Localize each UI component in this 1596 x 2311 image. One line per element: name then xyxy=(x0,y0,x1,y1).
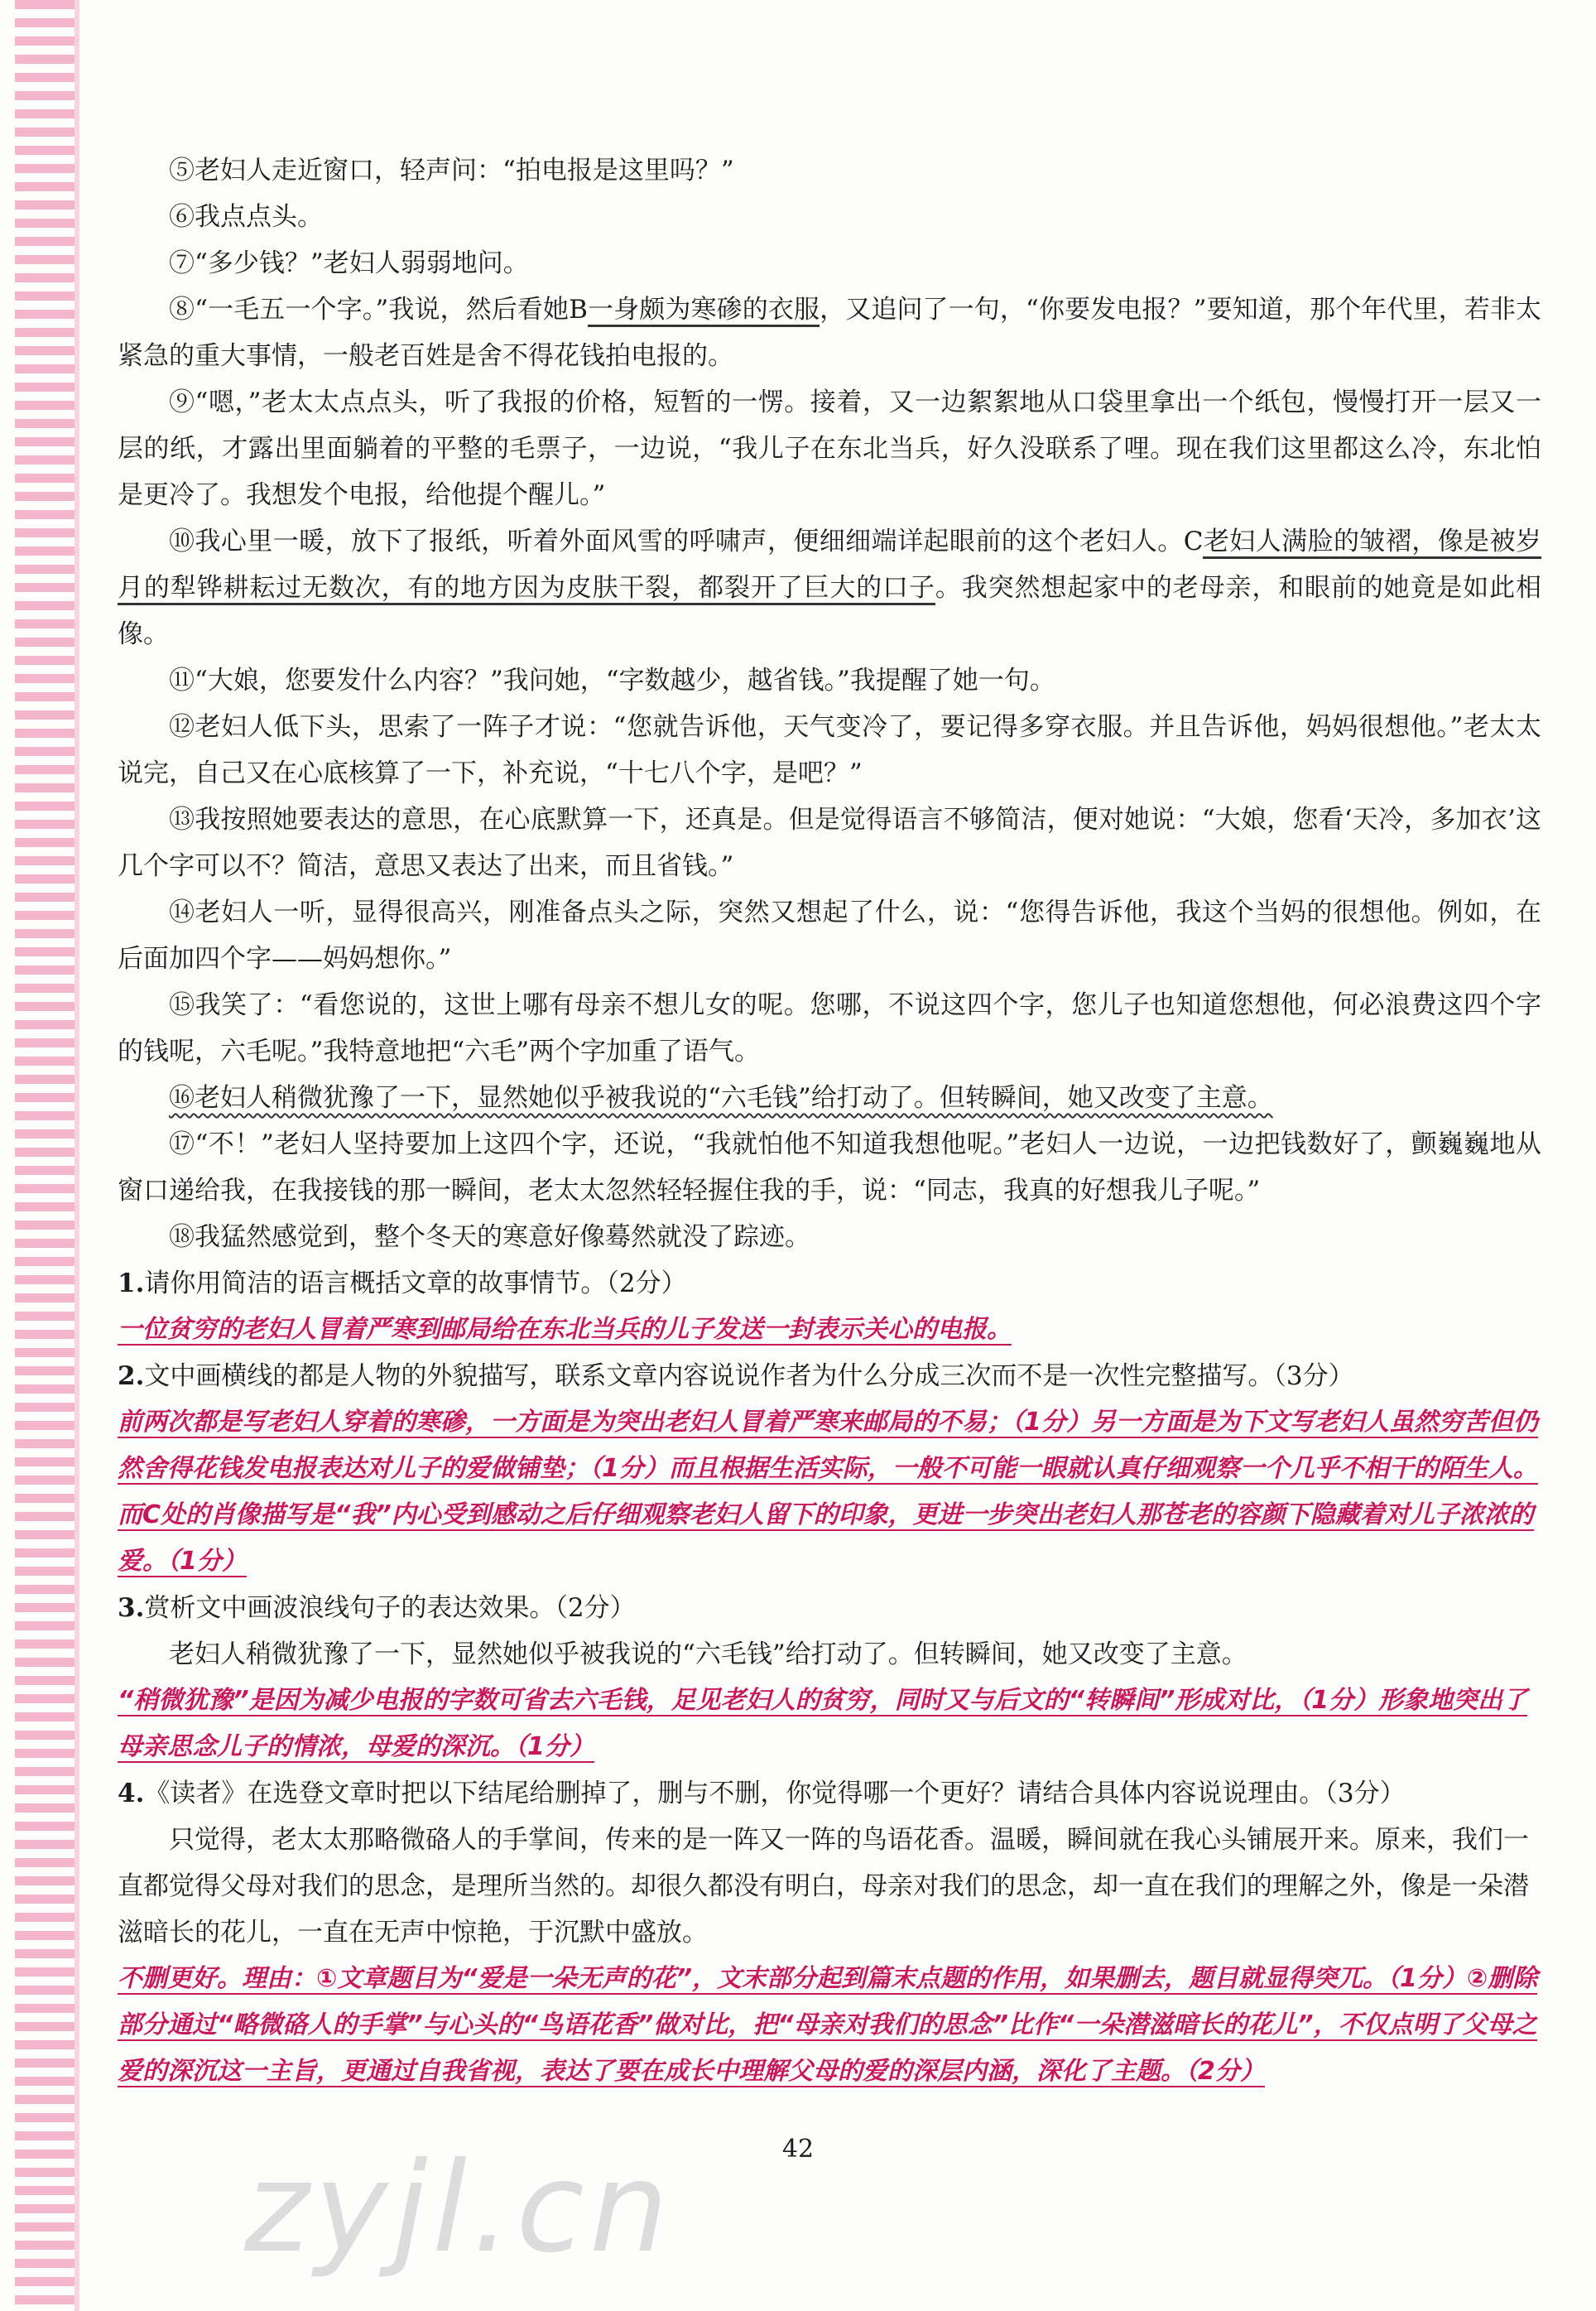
page-number: 42 xyxy=(781,2135,815,2164)
paragraph-10-end: 。我突然想起家中的老母亲，和眼前的她竟是如此相像。 xyxy=(118,573,1541,649)
question-text: 文中画横线的都是人物的外貌描写，联系文章内容说说作者为什么分成三次而不是一次性完整描写。（3分） xyxy=(144,1361,1354,1391)
answer-text: “稍微犹豫”是因为减少电报的字数可省去六毛钱，足见老妇人的贫穷，同时又与后文的“转瞬间”形成对比，（1分）形象地突出了母亲思念儿子的情浓，母爱的深沉。（1分） xyxy=(118,1686,1528,1761)
paragraph-12: ⑫老妇人低下头，思索了一阵子才说：“您就告诉他，天气变冷了，要记得多穿衣服。并且告诉他，妈妈很想他。”老太太说完，自己又在心底核算了一下，补充说，“十七八个字，是吧？” xyxy=(118,712,1541,788)
paragraph-18: ⑱我猛然感觉到，整个冬天的寒意好像蓦然就没了踪迹。 xyxy=(169,1222,810,1252)
underlined-description-b: 一身颇为寒碜的衣服 xyxy=(588,295,820,327)
paragraph-13: ⑬我按照她要表达的意思，在心底默算一下，还真是。但是觉得语言不够简洁，便对她说：“大娘，您看‘天冷，多加衣’这几个字可以不？简洁，意思又表达了出来，而且省钱。” xyxy=(118,805,1541,881)
question-4 xyxy=(118,1770,1541,1817)
underlined-description-c: 老妇人满脸的皱褶，像是被岁月的犁铧耕耘过无数次，有的地方因为皮肤干裂，都裂开了巨大的口子 xyxy=(118,527,1541,605)
question-4-quote: 只觉得，老太太那略微硌人的手掌间，传来的是一阵又一阵的鸟语花香。温暖，瞬间就在我心头铺展开来。原来，我们一直都觉得父母对我们的思念，是理所当然的。却很久都没有明白，母亲对我们的思念，却一直在我们的理解之外，像是一朵潜滋暗长的花儿，一直在无声中惊艳，于沉默中盛放。 xyxy=(118,1825,1529,1947)
paragraph-6: ⑥我点点头。 xyxy=(169,202,323,232)
question-1 xyxy=(118,1260,1541,1307)
answer-text: 一位贫穷的老妇人冒着严寒到邮局给在东北当兵的儿子发送一封表示关心的电报。 xyxy=(118,1315,1012,1344)
answer-text: 前两次都是写老妇人穿着的寒碜，一方面是为突出老妇人冒着严寒来邮局的不易；（1分）另一方面是为下文写老妇人虽然穷苦但仍然舍得花钱发电报表达对儿子的爱做铺垫；（1分）而且根据生活实际，一般不可能一眼就认真仔细观察一个几乎不相干的陌生人。而C处的肖像描写是“我”内心受到感动之后仔细观察老妇人留下的印象，更进一步突出老妇人那苍老的容颜下隐藏着对儿子浓浓的爱。（1分） xyxy=(118,1408,1538,1576)
paragraph-15: ⑮我笑了：“看您说的，这世上哪有母亲不想儿女的呢。您哪，不说这四个字，您儿子也知道您想他，何必浪费这四个字的钱呢，六毛呢。”我特意地把“六毛”两个字加重了语气。 xyxy=(118,990,1541,1066)
paragraph-5: ⑤老妇人走近窗口，轻声问：“拍电报是这里吗？” xyxy=(169,156,734,185)
question-number: 2. xyxy=(118,1361,145,1391)
decorative-side-stripe xyxy=(15,0,75,2311)
watermark-logo: zyjl.cn xyxy=(244,2136,674,2280)
paragraph-10 xyxy=(118,518,1541,657)
decorative-side-stripe-edge xyxy=(75,0,79,2311)
question-3 xyxy=(118,1585,1541,1631)
question-text: 《读者》在选登文章时把以下结尾给删掉了，删与不删，你觉得哪一个更好？请结合具体内容说说理由。（3分） xyxy=(144,1779,1406,1808)
paragraph-17: ⑰“不！”老妇人坚持要加上这四个字，还说，“我就怕他不知道我想他呢。”老妇人一边说，一边把钱数好了，颤巍巍地从窗口递给我，在我接钱的那一瞬间，老太太忽然轻轻握住我的手，说：“同志，我真的好想我儿子呢。” xyxy=(118,1129,1541,1206)
question-3-quote: 老妇人稍微犹豫了一下，显然她似乎被我说的“六毛钱”给打动了。但转瞬间，她又改变了主意。 xyxy=(169,1639,1247,1669)
question-number: 4. xyxy=(118,1779,145,1808)
answer-4 xyxy=(118,1956,1541,2095)
wavy-underlined-sentence: ⑯老妇人稍微犹豫了一下，显然她似乎被我说的“六毛钱”给打动了。但转瞬间，她又改变了主意。 xyxy=(169,1083,1273,1113)
paragraph-9: ⑨“嗯，”老太太点点头，听了我报的价格，短暂的一愣。接着，又一边絮絮地从口袋里拿出一个纸包，慢慢打开一层又一层的纸，才露出里面躺着的平整的毛票子，一边说，“我儿子在东北当兵，好久没联系了哩。现在我们这里都这么冷，东北怕是更冷了。我想发个电报，给他提个醒儿。” xyxy=(118,388,1541,510)
answer-3 xyxy=(118,1678,1541,1770)
question-text: 赏析文中画波浪线句子的表达效果。（2分） xyxy=(144,1593,636,1623)
paragraph-10-start: ⑩我心里一暖，放下了报纸，听着外面风雪的呼啸声，便细细端详起眼前的这个老妇人。C xyxy=(169,527,1204,556)
page-content xyxy=(118,147,1541,2095)
paragraph-8-start: ⑧“一毛五一个字。”我说，然后看她B xyxy=(169,295,588,325)
paragraph-16 xyxy=(118,1075,1541,1121)
paragraph-7: ⑦“多少钱？”老妇人弱弱地问。 xyxy=(169,248,529,278)
answer-text: 不删更好。理由：①文章题目为“爱是一朵无声的花”，文末部分起到篇末点题的作用，如果删去，题目就显得突兀。（1分）②删除部分通过“略微硌人的手掌”与心头的“鸟语花香”做对比，把“母亲对我们的思念”比作“一朵潜滋暗长的花儿”，不仅点明了父母之爱的深沉这一主旨，更通过自我省视，表达了要在成长中理解父母的爱的深层内涵，深化了主题。（2分） xyxy=(118,1964,1538,2086)
answer-1 xyxy=(118,1307,1541,1353)
paragraph-8-end: ，又追问了一句，“你要发电报？”要知道，那个年代里，若非太紧急的重大事情，一般老百姓是舍不得花钱拍电报的。 xyxy=(118,295,1542,371)
question-2 xyxy=(118,1353,1541,1399)
question-number: 3. xyxy=(118,1593,145,1623)
paragraph-14: ⑭老妇人一听，显得很高兴，刚准备点头之际，突然又想起了什么，说：“您得告诉他，我这个当妈的很想他。例如，在后面加四个字——妈妈想你。” xyxy=(118,898,1541,974)
paragraph-11: ⑪“大娘，您要发什么内容？”我问她，“字数越少，越省钱。”我提醒了她一句。 xyxy=(169,666,1055,696)
answer-2 xyxy=(118,1399,1541,1585)
question-text: 请你用简洁的语言概括文章的故事情节。（2分） xyxy=(144,1269,687,1298)
paragraph-8 xyxy=(118,286,1541,379)
question-number: 1. xyxy=(118,1269,145,1298)
